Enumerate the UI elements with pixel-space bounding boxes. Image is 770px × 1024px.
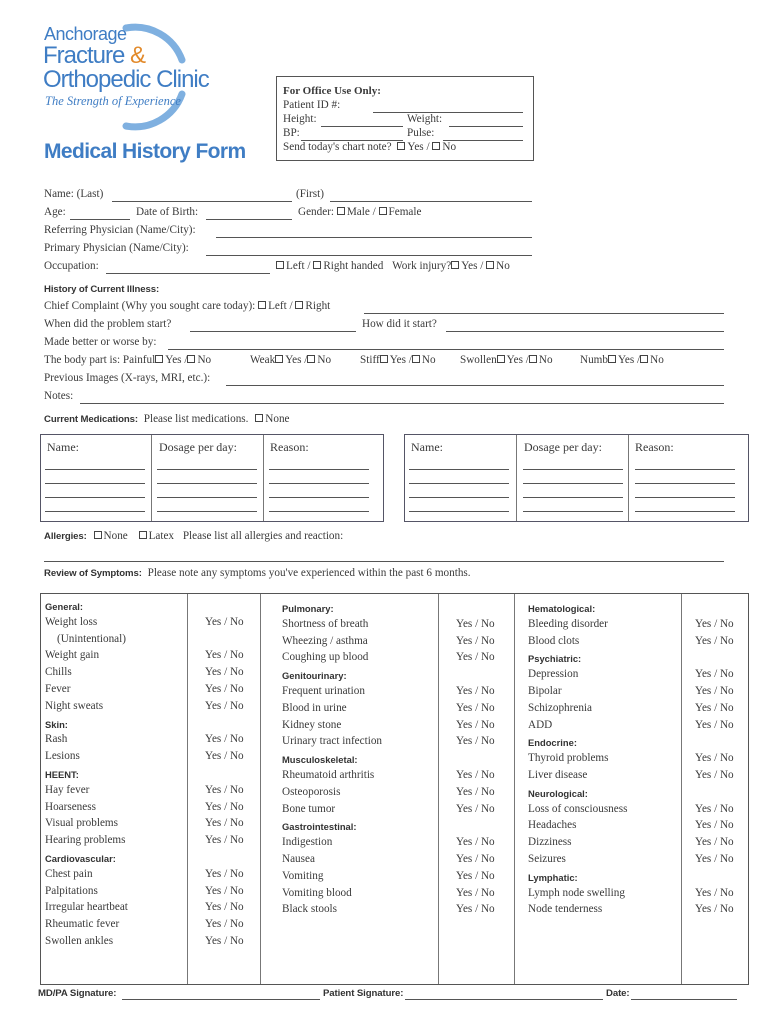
- primary-label: Primary Physician (Name/City):: [44, 242, 189, 254]
- allergies-none-checkbox[interactable]: [94, 531, 102, 539]
- ros-symptom-label: Bleeding disorder: [528, 617, 608, 630]
- medications-table-left: [40, 434, 384, 522]
- ros-yes-no-option[interactable]: Yes / No: [205, 649, 244, 662]
- age-field[interactable]: [70, 219, 130, 220]
- chief-right-checkbox[interactable]: [295, 301, 303, 309]
- gender-female-label: Female: [388, 206, 422, 218]
- body-part-label: The body part is:: [44, 354, 121, 366]
- notes-label: Notes:: [44, 390, 74, 402]
- ros-symptom-label: Bone tumor: [282, 802, 336, 815]
- ros-yes-no-option[interactable]: Yes / No: [205, 783, 244, 796]
- ros-heading: Review of Symptoms:: [44, 568, 142, 579]
- better-worse-field[interactable]: [168, 349, 724, 350]
- name-first-field[interactable]: [330, 201, 532, 202]
- ros-yes-no-option[interactable]: Yes / No: [205, 800, 244, 813]
- med-dosage-field[interactable]: [157, 483, 257, 484]
- med-reason-field[interactable]: [635, 483, 735, 484]
- ros-yes-no-option[interactable]: Yes / No: [205, 683, 244, 695]
- ros-yes-no-option[interactable]: Yes / No: [205, 666, 244, 679]
- weight-field[interactable]: [449, 126, 523, 127]
- office-title: For Office Use Only:: [283, 85, 381, 97]
- numb-no-checkbox[interactable]: [640, 355, 648, 363]
- hpi-heading: History of Current Illness:: [44, 284, 160, 295]
- painful-no-label: No: [197, 354, 212, 366]
- how-started-label: How did it start?: [362, 318, 437, 330]
- ros-yes-no-option[interactable]: Yes / No: [695, 886, 734, 899]
- ros-yes-no-option[interactable]: Yes / No: [456, 836, 495, 849]
- previous-images-field[interactable]: [226, 385, 724, 386]
- stiff-no-checkbox[interactable]: [412, 355, 420, 363]
- gender-male-checkbox[interactable]: [337, 207, 345, 215]
- med-name-field[interactable]: [45, 483, 145, 484]
- name-first-label: (First): [296, 188, 324, 200]
- ros-yes-no-option[interactable]: Yes / No: [205, 867, 244, 880]
- ros-symptom-label: Rheumatoid arthritis: [282, 769, 375, 781]
- med-reason-field[interactable]: [269, 483, 369, 484]
- name-last-field[interactable]: [112, 201, 292, 202]
- chief-right-label: Right: [305, 300, 331, 312]
- ros-symptom-label: Osteoporosis: [282, 785, 341, 798]
- ros-yes-no-option[interactable]: Yes / No: [695, 701, 734, 714]
- work-injury-no-label: No: [496, 260, 510, 272]
- ros-row: [44, 567, 471, 579]
- painful-yes-checkbox[interactable]: [155, 355, 163, 363]
- numb-no-label: No: [650, 354, 664, 366]
- when-started-label: When did the problem start?: [44, 318, 172, 330]
- work-injury-yes-label: Yes /: [461, 260, 484, 272]
- chief-complaint-label: Chief Complaint (Why you sought care today):: [44, 300, 256, 312]
- med-dosage-field[interactable]: [523, 469, 623, 470]
- allergies-heading: Allergies:: [44, 531, 87, 542]
- ros-yes-no-option[interactable]: Yes / No: [695, 752, 734, 765]
- med-divider: [516, 435, 517, 521]
- medications-table-right: [404, 434, 749, 522]
- ros-yes-no-option[interactable]: Yes / No: [456, 802, 495, 815]
- referring-field[interactable]: [216, 237, 532, 238]
- ros-section-heading: Genitourinary:: [282, 670, 347, 682]
- left-handed-label: Left /: [286, 260, 311, 272]
- ros-symptom-label: Hay fever: [45, 783, 90, 796]
- ros-symptom-label: Blood in urine: [282, 701, 347, 714]
- ros-symptom-label: Swollen ankles: [45, 935, 114, 947]
- ros-section-heading: Hematological:: [528, 603, 596, 614]
- ros-yes-no-option[interactable]: Yes / No: [205, 699, 244, 712]
- ros-yes-no-option[interactable]: Yes / No: [205, 817, 244, 830]
- weak-no-checkbox[interactable]: [307, 355, 315, 363]
- ros-symptom-label: Lymph node swelling: [528, 886, 625, 899]
- ros-yes-no-option[interactable]: Yes / No: [456, 853, 495, 865]
- stiff-yes-label: Yes /: [389, 354, 412, 366]
- numb-group: [580, 354, 664, 366]
- ros-yes-no-option[interactable]: Yes / No: [695, 769, 734, 781]
- ros-yes-no-option[interactable]: Yes / No: [695, 853, 734, 865]
- ros-symptom-label: Headaches: [528, 819, 577, 832]
- gender-row: [298, 206, 421, 218]
- med-col-name: Name:: [47, 440, 79, 454]
- med-dosage-field[interactable]: [157, 497, 257, 498]
- chart-note-no-checkbox[interactable]: [432, 142, 440, 150]
- med-name-field[interactable]: [45, 511, 145, 512]
- ros-symptom-label: Lesions: [45, 750, 80, 763]
- ros-symptom-label: Chills: [45, 666, 72, 679]
- ros-section-heading: Pulmonary:: [282, 603, 334, 614]
- ros-symptom-label: Seizures: [528, 853, 566, 865]
- logo-line-anchorage: Anchorage: [44, 24, 127, 44]
- medications-row: [44, 413, 290, 425]
- md-signature-label: MD/PA Signature:: [38, 988, 117, 999]
- logo-ampersand: &: [130, 42, 146, 69]
- swollen-no-label: No: [538, 354, 553, 366]
- ros-yes-no-option[interactable]: Yes / No: [695, 819, 734, 832]
- med-name-field[interactable]: [45, 469, 145, 470]
- dob-field[interactable]: [206, 219, 292, 220]
- stiff-yes-checkbox[interactable]: [380, 355, 388, 363]
- ros-yes-no-option[interactable]: Yes / No: [695, 685, 734, 697]
- ros-symptom-label: Vomiting: [282, 869, 324, 882]
- ros-symptom-label: Liver disease: [528, 769, 588, 781]
- ros-yes-no-option[interactable]: Yes / No: [205, 935, 244, 947]
- ros-yes-no-option[interactable]: Yes / No: [456, 617, 495, 630]
- ros-yes-no-option[interactable]: Yes / No: [205, 733, 244, 746]
- weak-yes-label: Yes /: [285, 354, 308, 366]
- height-field[interactable]: [321, 126, 403, 127]
- gender-female-checkbox[interactable]: [379, 207, 387, 215]
- body-part-row: [44, 354, 211, 366]
- referring-label: Referring Physician (Name/City):: [44, 224, 196, 236]
- chief-complaint-row: [44, 300, 330, 312]
- previous-images-label: Previous Images (X-rays, MRI, etc.):: [44, 372, 211, 384]
- gender-label: Gender:: [298, 206, 335, 218]
- med-dosage-field[interactable]: [523, 511, 623, 512]
- office-use-box: [276, 76, 534, 161]
- when-started-field[interactable]: [190, 331, 356, 332]
- ros-symptom-label: Kidney stone: [282, 718, 342, 731]
- ros-symptom-label: Thyroid problems: [528, 752, 609, 765]
- allergies-latex-checkbox[interactable]: [139, 531, 147, 539]
- chief-complaint-field[interactable]: [364, 313, 724, 314]
- ros-symptom-label: Chest pain: [45, 867, 93, 880]
- ros-symptom-label: Bipolar: [528, 685, 562, 697]
- med-col-reason: Reason:: [635, 440, 674, 454]
- ros-yes-no-option[interactable]: Yes / No: [695, 718, 734, 731]
- ros-symptom-label: Dizziness: [528, 836, 572, 849]
- patient-signature-field[interactable]: [405, 999, 603, 1000]
- medications-none-checkbox[interactable]: [255, 414, 263, 422]
- ros-yes-no-option[interactable]: Yes / No: [456, 869, 495, 882]
- ros-yes-no-option[interactable]: Yes / No: [456, 685, 495, 697]
- painful-no-checkbox[interactable]: [187, 355, 195, 363]
- ros-yes-no-option[interactable]: Yes / No: [695, 903, 734, 916]
- ros-yes-no-option[interactable]: Yes / No: [205, 834, 244, 847]
- ros-yes-no-option[interactable]: Yes / No: [205, 901, 244, 914]
- ros-section-heading: Musculoskeletal:: [282, 754, 358, 766]
- swollen-yes-label: Yes /: [506, 354, 529, 366]
- medications-instruction: Please list medications.: [143, 413, 249, 425]
- med-col-reason: Reason:: [270, 440, 309, 454]
- height-label: Height:: [283, 113, 317, 125]
- ros-yes-no-option[interactable]: Yes / No: [695, 634, 734, 647]
- logo-fracture-text: Fracture: [43, 42, 125, 69]
- med-reason-field[interactable]: [635, 511, 735, 512]
- ros-yes-no-option[interactable]: Yes / No: [456, 634, 495, 647]
- ros-symptom-label: Node tenderness: [528, 903, 603, 916]
- ros-section-heading: General:: [45, 601, 84, 612]
- ros-symptom-label: Frequent urination: [282, 685, 365, 697]
- numb-yes-checkbox[interactable]: [608, 355, 616, 363]
- med-name-field[interactable]: [409, 469, 509, 470]
- ros-symptom-label: Black stools: [282, 903, 338, 916]
- ros-symptom-label: Fever: [45, 683, 71, 695]
- stiff-group: [360, 354, 436, 366]
- ros-symptom-label: Loss of consciousness: [528, 802, 628, 815]
- allergies-none-label: None: [103, 530, 128, 542]
- medications-heading: Current Medications:: [44, 414, 138, 425]
- ros-yes-no-option[interactable]: Yes / No: [456, 903, 495, 916]
- ros-section-heading: Neurological:: [528, 787, 588, 799]
- ros-yes-no-option[interactable]: Yes / No: [695, 668, 734, 681]
- ros-divider: [514, 594, 515, 984]
- right-handed-checkbox[interactable]: [313, 261, 321, 269]
- ros-yes-no-option[interactable]: Yes / No: [456, 785, 495, 798]
- painful-label: Painful: [122, 354, 156, 366]
- med-name-field[interactable]: [45, 497, 145, 498]
- ros-symptom-label: (Unintentional): [57, 632, 126, 645]
- med-reason-field[interactable]: [635, 469, 735, 470]
- stiff-label: Stiff: [360, 354, 380, 366]
- med-dosage-field[interactable]: [157, 511, 257, 512]
- ros-yes-no-option[interactable]: Yes / No: [456, 701, 495, 714]
- ros-yes-no-option[interactable]: Yes / No: [456, 718, 495, 731]
- ros-section-heading: Gastrointestinal:: [282, 821, 357, 833]
- ros-symptom-label: Night sweats: [45, 699, 104, 712]
- numb-label: Numb: [580, 354, 608, 366]
- chief-left-label: Left /: [268, 300, 293, 312]
- ros-yes-no-option[interactable]: Yes / No: [205, 884, 244, 897]
- ros-divider: [681, 594, 682, 984]
- weight-label: Weight:: [407, 113, 443, 125]
- occupation-label: Occupation:: [44, 260, 99, 272]
- patient-id-field[interactable]: [373, 112, 523, 113]
- ros-section-heading: Cardiovascular:: [45, 853, 116, 864]
- med-dosage-field[interactable]: [157, 469, 257, 470]
- ros-yes-no-option[interactable]: Yes / No: [456, 735, 495, 748]
- ros-symptom-label: Wheezing / asthma: [282, 634, 368, 647]
- ros-symptom-label: Rash: [45, 733, 68, 746]
- medications-none-label: None: [265, 413, 290, 425]
- swollen-yes-checkbox[interactable]: [497, 355, 505, 363]
- swollen-no-checkbox[interactable]: [529, 355, 537, 363]
- ros-symptom-label: Weight loss: [45, 615, 98, 628]
- right-handed-label: Right handed: [323, 260, 384, 272]
- ros-divider: [187, 594, 188, 984]
- ros-symptom-label: Hoarseness: [45, 800, 96, 813]
- how-started-field[interactable]: [446, 331, 724, 332]
- med-divider: [628, 435, 629, 521]
- ros-instruction: Please note any symptoms you've experienced within the past 6 months.: [147, 567, 471, 579]
- ros-symptom-label: Blood clots: [528, 634, 580, 647]
- logo-tagline: The Strength of Experience: [45, 94, 181, 108]
- pulse-label: Pulse:: [407, 127, 435, 139]
- chart-note-no-label: No: [442, 141, 457, 153]
- ros-section-heading: Endocrine:: [528, 737, 577, 749]
- ros-symptom-label: Indigestion: [282, 836, 333, 849]
- ros-divider: [260, 594, 261, 984]
- ros-yes-no-option[interactable]: Yes / No: [205, 615, 244, 628]
- occupation-field[interactable]: [106, 273, 270, 274]
- allergies-instruction: Please list all allergies and reaction:: [182, 530, 344, 542]
- ros-symptom-label: Coughing up blood: [282, 651, 369, 664]
- med-reason-field[interactable]: [269, 469, 369, 470]
- ros-symptom-label: Irregular heartbeat: [45, 901, 128, 914]
- med-name-field[interactable]: [409, 497, 509, 498]
- ros-symptom-label: Urinary tract infection: [282, 735, 383, 748]
- weak-label: Weak: [250, 354, 276, 366]
- ros-yes-no-option[interactable]: Yes / No: [695, 802, 734, 815]
- ros-section-heading: Psychiatric:: [528, 653, 582, 665]
- med-reason-field[interactable]: [269, 511, 369, 512]
- swollen-group: [460, 354, 553, 366]
- ros-symptom-label: Depression: [528, 668, 579, 681]
- swollen-label: Swollen: [460, 354, 497, 366]
- chart-note-yes-label: Yes /: [407, 141, 430, 153]
- allergies-latex-label: Latex: [148, 530, 175, 542]
- ros-section-heading: Lymphatic:: [528, 871, 578, 883]
- ros-yes-no-option[interactable]: Yes / No: [695, 836, 734, 849]
- ros-symptom-label: Hearing problems: [45, 834, 126, 847]
- ros-symptom-label: Vomiting blood: [282, 886, 352, 899]
- ros-yes-no-option[interactable]: Yes / No: [456, 651, 495, 664]
- ros-yes-no-option[interactable]: Yes / No: [456, 769, 495, 781]
- chart-note-row: [283, 141, 456, 153]
- chief-left-checkbox[interactable]: [258, 301, 266, 309]
- chart-note-label: Send today's chart note?: [283, 141, 392, 153]
- ros-symptom-label: Rheumatic fever: [45, 918, 120, 931]
- allergies-row: [44, 530, 343, 542]
- ros-yes-no-option[interactable]: Yes / No: [456, 886, 495, 899]
- ros-yes-no-option[interactable]: Yes / No: [205, 918, 244, 931]
- handedness-row: [276, 260, 510, 272]
- ros-symptom-label: Palpitations: [45, 884, 98, 897]
- ros-symptom-label: Shortness of breath: [282, 617, 369, 630]
- ros-symptom-label: Nausea: [282, 853, 315, 865]
- ros-table: [40, 593, 749, 985]
- patient-signature-label: Patient Signature:: [323, 988, 404, 999]
- numb-yes-label: Yes /: [617, 354, 641, 366]
- med-reason-field[interactable]: [269, 497, 369, 498]
- primary-field[interactable]: [206, 255, 532, 256]
- work-injury-label: Work injury?: [392, 260, 452, 272]
- ros-yes-no-option[interactable]: Yes / No: [205, 750, 244, 763]
- gender-male-label: Male /: [346, 206, 376, 218]
- patient-id-label: Patient ID #:: [283, 99, 341, 111]
- work-injury-yes-checkbox[interactable]: [451, 261, 459, 269]
- med-dosage-field[interactable]: [523, 483, 623, 484]
- med-divider: [263, 435, 264, 521]
- med-col-name: Name:: [411, 440, 443, 454]
- ros-symptom-label: Weight gain: [45, 649, 100, 662]
- painful-yes-label: Yes /: [165, 354, 188, 366]
- date-label: Date:: [606, 988, 630, 999]
- ros-symptom-label: Visual problems: [45, 817, 118, 830]
- med-reason-field[interactable]: [635, 497, 735, 498]
- allergies-field[interactable]: [44, 561, 724, 562]
- med-name-field[interactable]: [409, 511, 509, 512]
- weak-yes-checkbox[interactable]: [275, 355, 283, 363]
- logo-line-orthopedic: Orthopedic Clinic: [43, 66, 209, 93]
- left-handed-checkbox[interactable]: [276, 261, 284, 269]
- stiff-no-label: No: [421, 354, 436, 366]
- notes-field[interactable]: [80, 403, 724, 404]
- work-injury-no-checkbox[interactable]: [486, 261, 494, 269]
- chart-note-yes-checkbox[interactable]: [397, 142, 405, 150]
- med-col-dosage: Dosage per day:: [524, 440, 602, 454]
- weak-group: [250, 354, 331, 366]
- ros-section-heading: Skin:: [45, 718, 68, 730]
- better-worse-label: Made better or worse by:: [44, 336, 157, 348]
- name-last-label: Name: (Last): [44, 188, 104, 200]
- med-dosage-field[interactable]: [523, 497, 623, 498]
- form-title: Medical History Form: [44, 140, 246, 163]
- bp-label: BP:: [283, 127, 300, 139]
- med-col-dosage: Dosage per day:: [159, 440, 237, 454]
- ros-yes-no-option[interactable]: Yes / No: [695, 617, 734, 630]
- ros-section-heading: HEENT:: [45, 769, 79, 780]
- med-name-field[interactable]: [409, 483, 509, 484]
- ros-divider: [438, 594, 439, 984]
- date-field[interactable]: [631, 999, 737, 1000]
- weak-no-label: No: [317, 354, 332, 366]
- ros-symptom-label: ADD: [528, 718, 553, 731]
- ros-symptom-label: Schizophrenia: [528, 701, 592, 714]
- md-signature-field[interactable]: [122, 999, 320, 1000]
- med-divider: [151, 435, 152, 521]
- dob-label: Date of Birth:: [136, 206, 199, 218]
- age-label: Age:: [44, 206, 66, 218]
